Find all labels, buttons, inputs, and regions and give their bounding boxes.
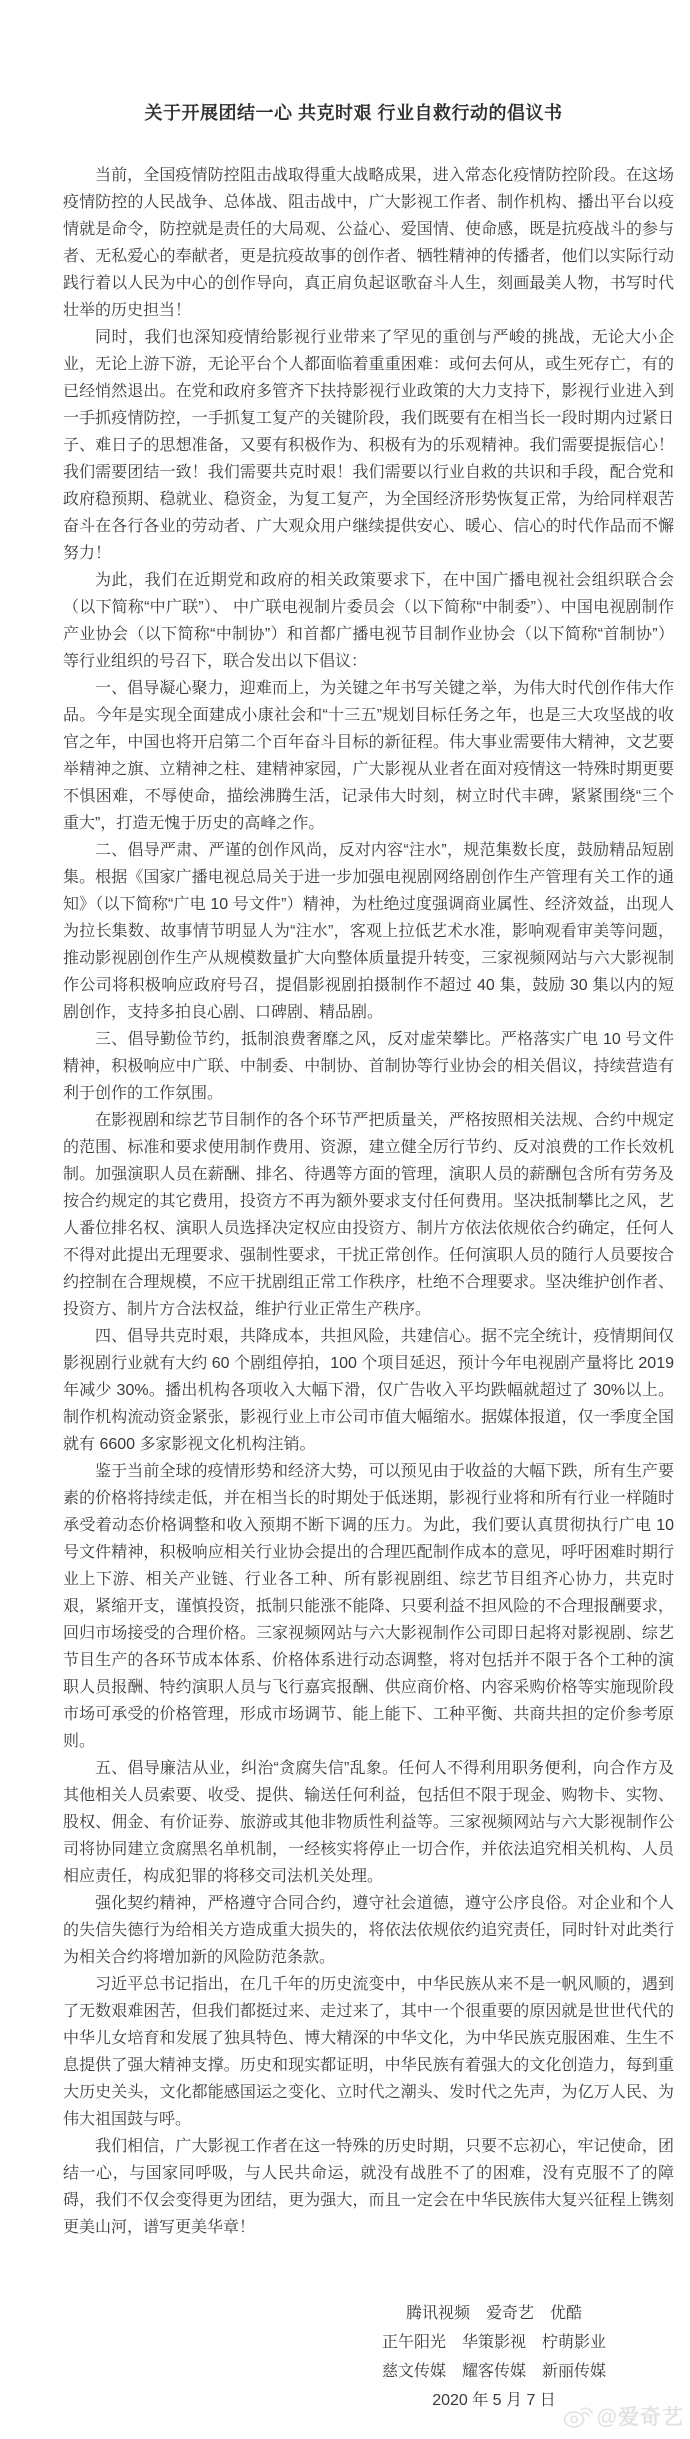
- watermark-handle: @爱奇艺: [596, 2406, 684, 2429]
- signature-date: 2020 年 5 月 7 日: [432, 2392, 556, 2409]
- signature-line-platforms: 腾讯视频 爱奇艺 优酷: [405, 2305, 582, 2322]
- weibo-watermark: [562, 2401, 684, 2431]
- paragraph-item-5a: 五、倡导廉洁从业，纠治“贪腐失信”乱象。任何人不得利用职务便利，向合作方及其他相关人员索要、收受、提供、输送任何利益，包括但不限于现金、购物卡、实物、股权、佣金、有价证券、旅游或其他非物质性利益等。三家视频网站与六大影视制作公司将协同建立贪腐黑名单机制，一经核实将停止一切合作，并依法追究相关机构、人员相应责任，构成犯罪的将移交司法机关处理。: [63, 1760, 674, 1885]
- paragraph-closing-1: 习近平总书记指出，在几千年的历史流变中，中华民族从来不是一帆风顺的，遇到了无数艰难困苦，但我们都挺过来、走过来了，其中一个很重要的原因就是世世代代的中华儿女培育和发展了独具特色、博大精深的中华文化，为中华民族克服困难、生生不息提供了强大精神支撑。历史和现实都证明，中华民族有着强大的文化创造力，每到重大历史关头，文化都能感国运之变化、立时代之潮头、发时代之先声，为亿万人民、为伟大祖国鼓与呼。: [63, 1976, 674, 2128]
- paragraph-closing-2: 我们相信，广大影视工作者在这一特殊的历史时期，只要不忘初心，牢记使命，团结一心，与国家同呼吸，与人民共命运，就没有战胜不了的困难，没有克服不了的障碍，我们不仅会变得更为团结，更为强大，而且一定会在中华民族伟大复兴征程上镌刻更美山河，谱写更美华章！: [63, 2138, 674, 2236]
- document-body: [63, 162, 674, 2241]
- signature-line-studios-2: 慈文传媒 耀客传媒 新丽传媒: [381, 2363, 606, 2380]
- paragraph-item-3b: 在影视剧和综艺节目制作的各个环节严把质量关，严格按照相关法规、合约中规定的范围、标准和要求使用制作费用、资源，建立健全厉行节约、反对浪费的工作长效机制。加强演职人员在薪酬、排名、待遇等方面的管理，演职人员的薪酬包含所有劳务及按合约规定的其它费用，投资方不再为额外要求支付任何费用。坚决抵制攀比之风，艺人番位排名权、演职人员选择决定权应由投资方、制片方依法依规依合约确定，任何人不得对此提出无理要求、强制性要求，干扰正常创作。任何演职人员的随行人员要按合约控制在合理规模，不应干扰剧组正常工作秩序，杜绝不合理要求。坚决维护创作者、投资方、制片方合法权益，维护行业正常生产秩序。: [63, 1112, 674, 1318]
- weibo-icon: [562, 2403, 594, 2429]
- paragraph-intro-2: 同时，我们也深知疫情给影视行业带来了罕见的重创与严峻的挑战，无论大小企业，无论上游下游，无论平台个人都面临着重重困难：或何去何从，或生死存亡，有的已经悄然退出。在党和政府多管齐下扶持影视行业政策的大力支持下，影视行业进入到一手抓疫情防控，一手抓复工复产的关键阶段，我们既要有在相当长一段时期内过紧日子、难日子的思想准备，又要有积极作为、积极有为的乐观精神。我们需要提振信心！我们需要团结一致！我们需要共克时艰！我们需要以行业自救的共识和手段，配合党和政府稳预期、稳就业、稳资金，为复工复产，为全国经济形势恢复正常，为给同样艰苦奋斗在各行各业的劳动者、广大观众用户继续提供安心、暖心、信心的时代作品而不懈努力！: [63, 329, 674, 562]
- paragraph-intro-3: 为此，我们在近期党和政府的相关政策要求下，在中国广播电视社会组织联合会（以下简称“中广联”）、 中广联电视制片委员会（以下简称“中制委”）、中国电视剧制作产业协会（以下简称“中制协”）和首都广播电视节目制作业协会（以下简称“首制协”）等行业组织的号召下，联合发出以下倡议：: [63, 572, 674, 670]
- signature-line-studios-1: 正午阳光 华策影视 柠萌影业: [381, 2334, 606, 2351]
- paragraph-item-2: 二、倡导严肃、严谨的创作风尚，反对内容“注水”，规范集数长度，鼓励精品短剧集。根据《国家广播电视总局关于进一步加强电视剧网络剧创作生产管理有关工作的通知》（以下简称“广电 10 号文件”）精神，为杜绝过度强调商业属性、经济效益，出现人为拉长集数、故事情节明显人为“注水”，客观上拉低艺术水准，影响观看审美等问题，推动影视剧创作生产从规模数量扩大向整体质量提升转变，三家视频网站与六大影视制作公司将积极响应政府号召，提倡影视剧拍摄制作不超过 40 集，鼓励 30 集以内的短剧创作，支持多拍良心剧、口碑剧、精品剧。: [63, 842, 674, 1021]
- paragraph-item-5b: 强化契约精神，严格遵守合同合约，遵守社会道德，遵守公序良俗。对企业和个人的失信失德行为给相关方造成重大损失的，将依法依规依约追究责任，同时针对此类行为相关合约将增加新的风险防范条款。: [63, 1895, 674, 1966]
- document-title: 关于开展团结一心 共克时艰 行业自救行动的倡议书: [144, 103, 563, 123]
- signature-block: [329, 2299, 659, 2415]
- paragraph-item-4a: 四、倡导共克时艰，共降成本，共担风险，共建信心。据不完全统计，疫情期间仅影视剧行业就有大约 60 个剧组停拍，100 个项目延迟，预计今年电视剧产量将比 2019 年减少 30%。播出机构各项收入大幅下滑，仅广告收入平均跌幅就超过了 30%以上。制作机构流动资金紧张，影视行业上市公司市值大幅缩水。据媒体报道，仅一季度全国就有 6600 多家影视文化机构注销。: [63, 1328, 674, 1453]
- paragraph-item-4b: 鉴于当前全球的疫情形势和经济大势，可以预见由于收益的大幅下跌，所有生产要素的价格将持续走低，并在相当长的时期处于低迷期，影视行业将和所有行业一样随时承受着动态价格调整和收入预期不断下调的压力。为此，我们要认真贯彻执行广电 10 号文件精神，积极响应相关行业协会提出的合理匹配制作成本的意见，呼吁困难时期行业上下游、相关产业链、行业各工种、所有影视剧组、综艺节目组齐心协力，共克时艰，紧缩开支，谨慎投资，抵制只能涨不能降、只要利益不担风险的不合理报酬要求，回归市场接受的合理价格。三家视频网站与六大影视制作公司即日起将对影视剧、综艺节目生产的各环节成本体系、价格体系进行动态调整，将对包括并不限于各个工种的演职人员报酬、特约演职人员与飞行嘉宾报酬、供应商价格、内容采购价格等实施现阶段市场可承受的价格管理，形成市场调节、能上能下、工种平衡、共商共担的定价参考原则。: [63, 1463, 674, 1750]
- paragraph-intro-1: 当前，全国疫情防控阻击战取得重大战略成果，进入常态化疫情防控阶段。在这场疫情防控的人民战争、总体战、阻击战中，广大影视工作者、制作机构、播出平台以疫情就是命令，防控就是责任的大局观、公益心、爱国情、使命感，既是抗疫战斗的参与者、无私爱心的奉献者，更是抗疫故事的创作者、牺牲精神的传播者，他们以实际行动践行着以人民为中心的创作导向，真正肩负起讴歌奋斗人生，刻画最美人物，书写时代壮举的历史担当！: [63, 167, 674, 319]
- paragraph-item-1: 一、倡导凝心聚力，迎难而上，为关键之年书写关键之举，为伟大时代创作伟大作品。今年是实现全面建成小康社会和“十三五”规划目标任务之年，也是三大攻坚战的收官之年，中国也将开启第二个百年奋斗目标的新征程。伟大事业需要伟大精神，文艺要举精神之旗、立精神之柱、建精神家园，广大影视从业者在面对疫情这一特殊时期更要不惧困难，不辱使命，描绘沸腾生活，记录伟大时刻，树立时代丰碑，紧紧围绕“三个重大”，打造无愧于历史的高峰之作。: [63, 680, 674, 832]
- paragraph-item-3a: 三、倡导勤俭节约，抵制浪费奢靡之风，反对虚荣攀比。严格落实广电 10 号文件精神，积极响应中广联、中制委、中制协、首制协等行业协会的相关倡议，持续营造有利于创作的工作氛围。: [63, 1031, 674, 1102]
